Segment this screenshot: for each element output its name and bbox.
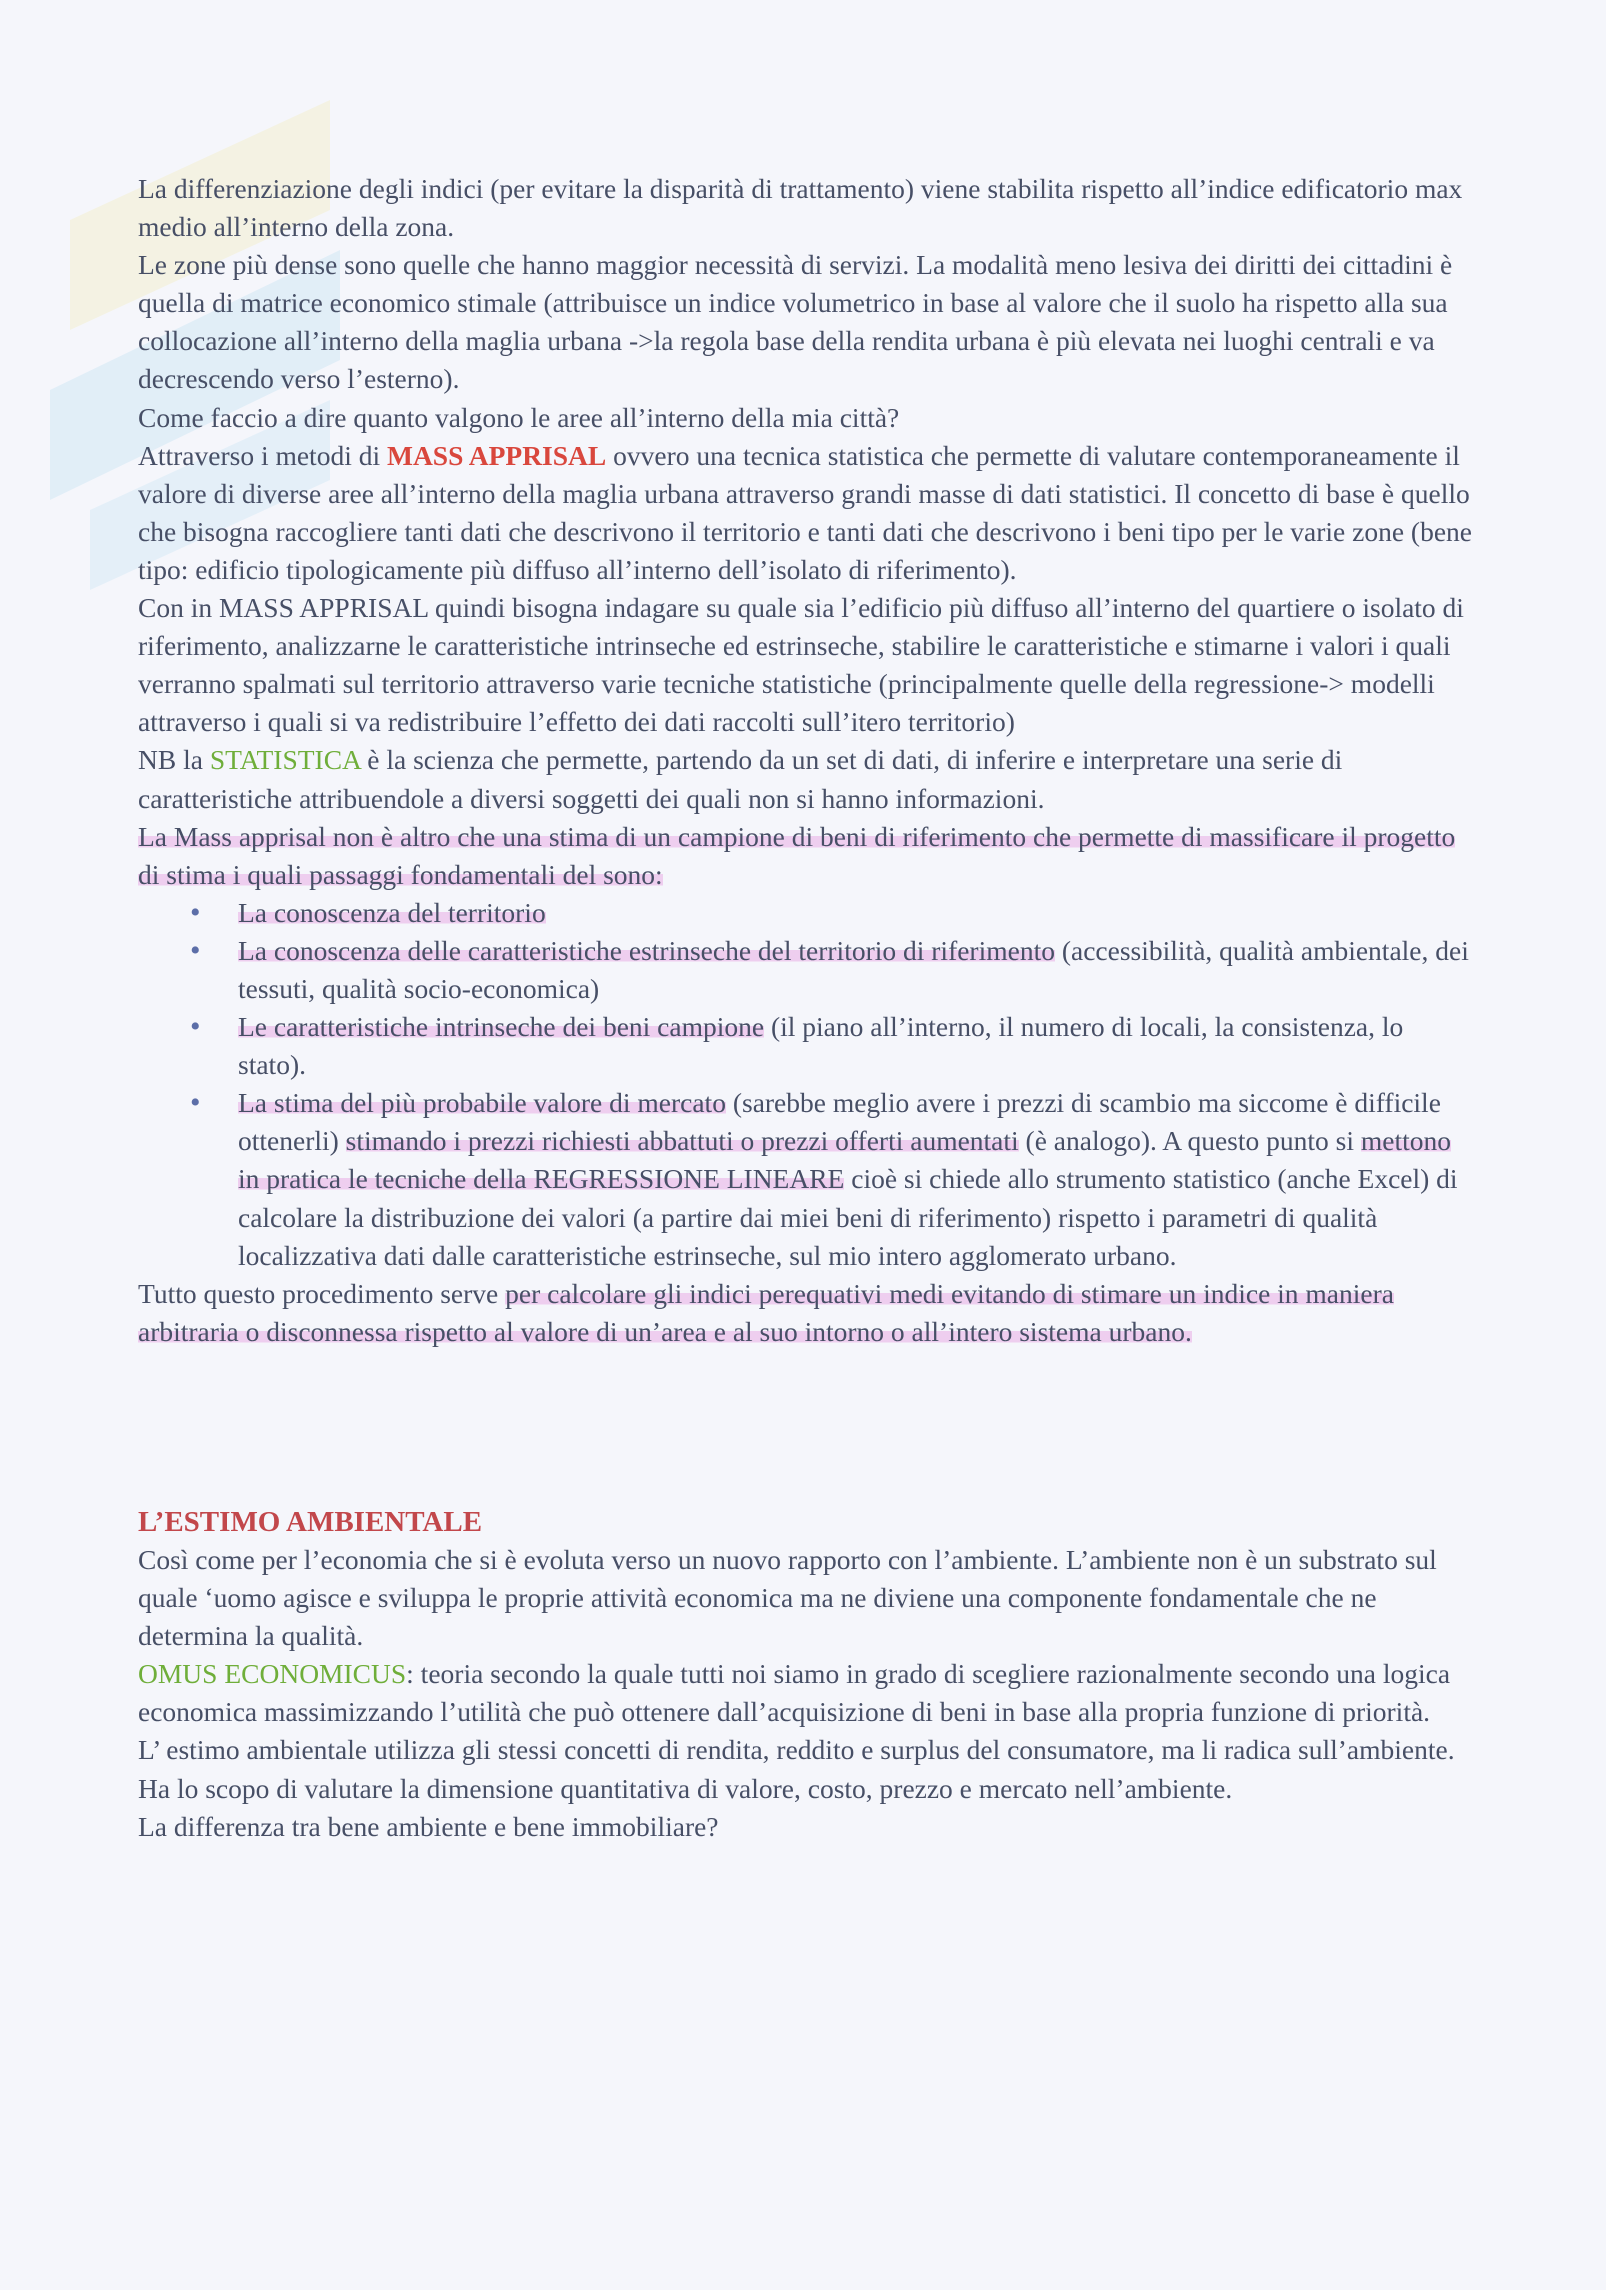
highlighted-text: La conoscenza del territorio (238, 896, 546, 928)
bullet-icon: • (190, 1010, 201, 1044)
highlighted-text: mettono in pratica le tecniche della REGRESSIONE LINEARE (238, 1125, 1451, 1195)
mass-apprisal-highlight: MASS APPRISAL (386, 439, 607, 471)
paragraph-differenziazione: La differenziazione degli indici (per evitare la disparità di trattamento) viene stabilita rispetto all’indice edificatorio max medio all’interno della zona. (138, 173, 1463, 243)
paragraph-economia-ambiente: Così come per l’economia che si è evoluta verso un nuovo rapporto con l’ambiente. L’ambiente non è un substrato sul quale ‘uomo agisce e sviluppa le proprie attività economica ma ne diviene una componente fondamentale che ne determina la qualità. (138, 1544, 1437, 1652)
text-segment: Tutto questo procedimento serve (138, 1277, 506, 1309)
text-segment: (sarebbe meglio avere i prezzi di scambio ma siccome è difficile ottenerli) (238, 1087, 1441, 1157)
steps-list (138, 894, 1478, 1275)
paragraph-zone-dense: Le zone più dense sono quelle che hanno maggior necessità di servizi. La modalità meno lesiva dei diritti dei cittadini è quella di matrice economico stimale (attribuisce un indice volumetrico in base al valore che il suolo ha rispetto alla sua collocazione all’interno della maglia urbana ->la regola base della rendita urbana è più elevata nei luoghi centrali e va decrescendo verso l’esterno). (138, 249, 1453, 395)
list-item (138, 932, 1478, 1008)
section-spacer (138, 1351, 1478, 1503)
paragraph-nb-statistica (138, 741, 1478, 817)
paragraph-mass-apprisal-process: Con in MASS APPRISAL quindi bisogna indagare su quale sia l’edificio più diffuso all’interno del quartiere o isolato di riferimento, analizzarne le caratteristiche intrinseche ed estrinseche, stabilire le caratteristiche e stimarne i valori i quali verranno spalmati sul territorio attraverso varie tecniche statistiche (principalmente quelle della regressione-> modelli attraverso i quali si va redistribuire l’effetto dei dati raccolti sull’itero territorio) (138, 592, 1464, 738)
highlighted-text: La stima del più probabile valore di mercato (238, 1087, 726, 1119)
paragraph-omus-economicus (138, 1655, 1478, 1731)
paragraph-mass-apprisal-stima (138, 818, 1478, 894)
statistica-highlight: STATISTICA (209, 744, 361, 776)
bullet-icon: • (190, 933, 201, 967)
highlighted-text: stimando i prezzi richiesti abbattuti o prezzi offerti aumentati (345, 1125, 1019, 1157)
bullet-icon: • (190, 1086, 201, 1120)
omus-economicus-highlight: OMUS ECONOMICUS (138, 1658, 407, 1690)
text-segment: è la scienza che permette, partendo da un set di dati, di inferire e interpretare una serie di caratteristiche attribuendole a diversi soggetti dei quali non si hanno informazioni. (138, 744, 1343, 814)
list-item (138, 1008, 1478, 1084)
document-body (138, 170, 1478, 1846)
text-segment: (accessibilità, qualità ambientale, dei tessuti, qualità socio-economica) (238, 934, 1469, 1004)
paragraph-conclusione (138, 1275, 1478, 1351)
highlighted-text: per calcolare gli indici perequativi medi evitando di stimare un indice in maniera arbitraria o disconnessa rispetto al valore di un’area e al suo intorno o all’intero sistema urbano. (138, 1277, 1394, 1347)
text-segment: : teoria secondo la quale tutti noi siamo in grado di scegliere razionalmente secondo una logica economica massimizzando l’utilità che può ottenere dall’acquisizione di beni in base alla propria funzione di priorità. (138, 1658, 1451, 1728)
text-segment: cioè si chiede allo strumento statistico (anche Excel) di calcolare la distribuzione dei valori (a partire dai miei beni di riferimento) rispetto i parametri di qualità localizzativa dati dalle caratteristiche estrinseche, sul mio intero agglomerato urbano. (238, 1163, 1458, 1271)
paragraph-estimo-concetti: L’ estimo ambientale utilizza gli stessi concetti di rendita, reddito e surplus del consumatore, ma li radica sull’ambiente. Ha lo scopo di valutare la dimensione quantitativa di valore, costo, prezzo e mercato nell’ambiente. (138, 1734, 1455, 1804)
text-segment: (il piano all’interno, il numero di locali, la consistenza, lo stato). (238, 1011, 1404, 1081)
text-segment: NB la (138, 744, 210, 776)
paragraph-mass-apprisal-method (138, 437, 1478, 589)
bullet-icon: • (190, 895, 201, 929)
text-segment: ovvero una tecnica statistica che permette di valutare contemporaneamente il valore di diverse aree all’interno della maglia urbana attraverso grandi masse di dati statistici. Il concetto di base è quello che bisogna raccogliere tanti dati che descrivono il territorio e tanti dati che descrivono i beni tipo per le varie zone (bene tipo: edificio tipologicamente più diffuso all’interno dell’isolato di riferimento). (138, 439, 1472, 585)
highlighted-text: Le caratteristiche intrinseche dei beni campione (238, 1011, 765, 1043)
highlighted-text: La Mass apprisal non è altro che una stima di un campione di beni di riferimento che permette di massificare il progetto di stima i quali passaggi fondamentali del sono: (138, 820, 1456, 890)
list-item (138, 894, 1478, 932)
paragraph-differenza-question: La differenza tra bene ambiente e bene immobiliare? (138, 1810, 719, 1842)
list-item (138, 1084, 1478, 1274)
paragraph-question-aree: Come faccio a dire quanto valgono le aree all’interno della mia città? (138, 401, 900, 433)
text-segment: Attraverso i metodi di (138, 439, 387, 471)
text-segment: (è analogo). A questo punto si (1018, 1125, 1361, 1157)
section-heading-estimo-ambientale: L’ESTIMO AMBIENTALE (138, 1505, 483, 1538)
highlighted-text: La conoscenza delle caratteristiche estrinseche del territorio di riferimento (238, 934, 1055, 966)
